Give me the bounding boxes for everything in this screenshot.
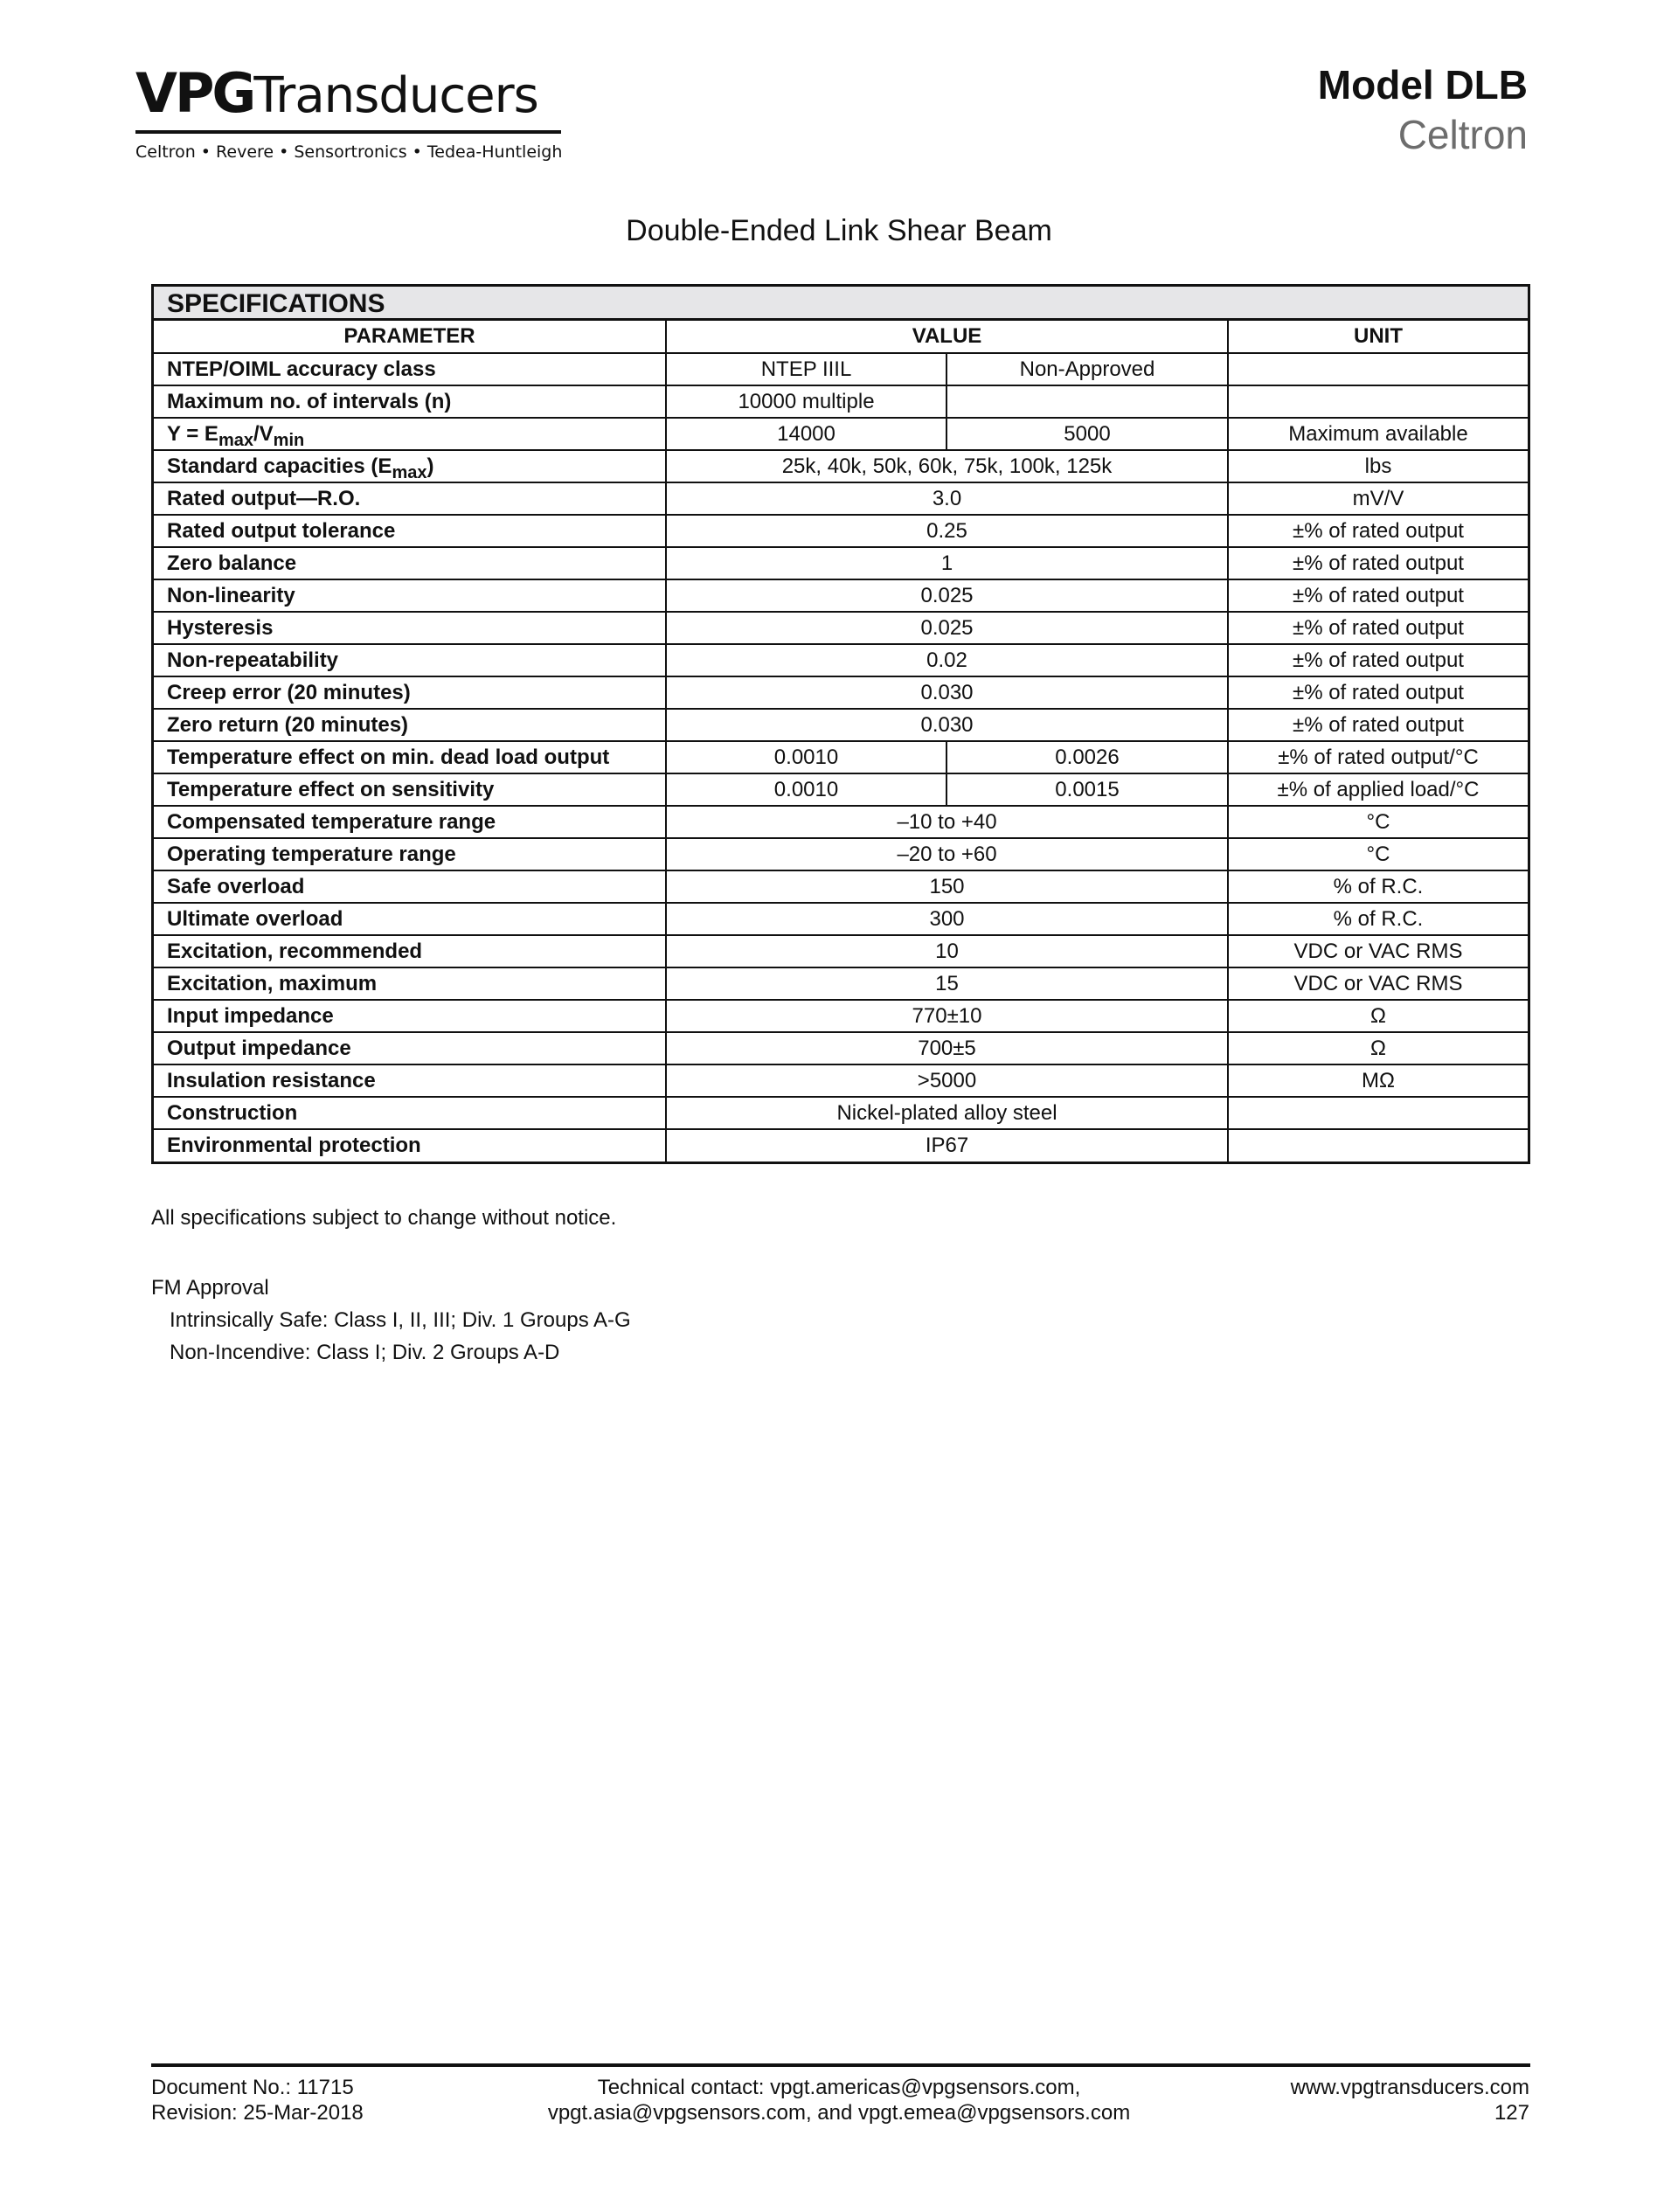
logo-divider [135,130,561,134]
spec-unit: VDC or VAC RMS [1228,935,1528,967]
spec-unit: ±% of rated output [1228,676,1528,709]
logo-transducers: Transducers [253,67,538,124]
spec-unit: ±% of rated output/°C [1228,741,1528,773]
spec-row [154,1097,1528,1129]
spec-unit: MΩ [1228,1064,1528,1097]
spec-value-ntep: 0.0010 [666,773,946,806]
model-title: Model DLB [1317,62,1528,107]
spec-row [154,967,1528,1000]
spec-row [154,903,1528,935]
spec-row [154,1000,1528,1032]
footer-divider [151,2063,1530,2067]
footer-contact [489,2075,1189,2125]
spec-parameter: Insulation resistance [154,1064,666,1097]
model-block [1318,61,1528,159]
spec-value: –20 to +60 [666,838,1228,870]
spec-value: 150 [666,870,1228,903]
spec-unit: ±% of rated output [1228,547,1528,579]
spec-row [154,644,1528,676]
spec-row [154,709,1528,741]
specifications-heading: SPECIFICATIONS [154,287,1528,321]
spec-unit: Ω [1228,1032,1528,1064]
document-number: Document No.: 11715 [151,2076,354,2099]
spec-row [154,612,1528,644]
spec-unit [1228,1129,1528,1161]
parameter-text: /V [253,421,274,446]
spec-parameter [154,450,666,482]
spec-value: –10 to +40 [666,806,1228,838]
spec-unit: mV/V [1228,482,1528,515]
spec-value: 0.030 [666,676,1228,709]
spec-value: 10 [666,935,1228,967]
spec-row [154,353,1528,385]
logo-vpg: VPG [135,61,254,125]
spec-unit: Ω [1228,1000,1528,1032]
spec-unit: VDC or VAC RMS [1228,967,1528,1000]
spec-unit: °C [1228,806,1528,838]
spec-parameter: Excitation, recommended [154,935,666,967]
parameter-subscript: min [273,430,305,450]
spec-unit: °C [1228,838,1528,870]
spec-unit: ±% of applied load/°C [1228,773,1528,806]
spec-value: 0.025 [666,579,1228,612]
spec-value: 25k, 40k, 50k, 60k, 75k, 100k, 125k [666,450,1228,482]
parameter-subscript: max [392,462,427,482]
footer-document-info [151,2075,364,2125]
spec-parameter: Input impedance [154,1000,666,1032]
spec-value-non-approved: 5000 [946,418,1228,450]
spec-parameter: Output impedance [154,1032,666,1064]
spec-row [154,547,1528,579]
spec-row [154,806,1528,838]
column-header-unit: UNIT [1228,321,1528,353]
spec-value: 300 [666,903,1228,935]
column-header-row [154,321,1528,353]
spec-value-ntep: NTEP IIIL [666,353,946,385]
column-header-value: VALUE [666,321,1228,353]
spec-value: 15 [666,967,1228,1000]
spec-row [154,741,1528,773]
parameter-text: ) [426,454,434,478]
disclaimer-note: All specifications subject to change without notice. [151,1206,617,1230]
spec-parameter: Rated output—R.O. [154,482,666,515]
vpg-transducers-logo [135,63,564,162]
spec-parameter: Safe overload [154,870,666,903]
fm-approval-line: Intrinsically Safe: Class I, II, III; Div. 1 Groups A-G [170,1308,631,1332]
spec-unit: ±% of rated output [1228,709,1528,741]
spec-parameter: Non-linearity [154,579,666,612]
spec-parameter: Maximum no. of intervals (n) [154,385,666,418]
model-brand: Celtron [1397,112,1528,157]
fm-approval [151,1272,631,1369]
spec-value-non-approved: 0.0015 [946,773,1228,806]
spec-value-ntep: 0.0010 [666,741,946,773]
spec-value: IP67 [666,1129,1228,1161]
revision-date: Revision: 25-Mar-2018 [151,2101,364,2125]
spec-value-ntep: 14000 [666,418,946,450]
spec-parameter: NTEP/OIML accuracy class [154,353,666,385]
spec-unit: ±% of rated output [1228,644,1528,676]
spec-grid [154,321,1528,1161]
spec-value-ntep: 10000 multiple [666,385,946,418]
spec-unit: lbs [1228,450,1528,482]
spec-unit: ±% of rated output [1228,579,1528,612]
spec-value: >5000 [666,1064,1228,1097]
footer-site-info [1291,2075,1529,2125]
spec-parameter: Environmental protection [154,1129,666,1161]
spec-value: Nickel-plated alloy steel [666,1097,1228,1129]
logo-brands: Celtron • Revere • Sensortronics • Tedea-Huntleigh [135,142,563,162]
spec-row [154,773,1528,806]
spec-value-non-approved: Non-Approved [946,353,1228,385]
column-header-parameter: PARAMETER [154,321,666,353]
spec-unit [1228,1097,1528,1129]
spec-unit: % of R.C. [1228,870,1528,903]
fm-approval-line: Non-Incendive: Class I; Div. 2 Groups A-D [170,1341,560,1364]
spec-value: 0.025 [666,612,1228,644]
spec-parameter: Temperature effect on sensitivity [154,773,666,806]
spec-value: 0.02 [666,644,1228,676]
spec-row [154,482,1528,515]
spec-row [154,1129,1528,1161]
spec-row [154,935,1528,967]
contact-line: vpgt.asia@vpgsensors.com, and vpgt.emea@vpgsensors.com [547,2101,1131,2125]
spec-row [154,1032,1528,1064]
spec-value: 0.25 [666,515,1228,547]
spec-parameter: Construction [154,1097,666,1129]
spec-row [154,450,1528,482]
spec-parameter: Hysteresis [154,612,666,644]
spec-value: 0.030 [666,709,1228,741]
document-title: Double-Ended Link Shear Beam [626,214,1052,247]
spec-parameter: Non-repeatability [154,644,666,676]
spec-row [154,385,1528,418]
spec-parameter: Compensated temperature range [154,806,666,838]
specifications-table [151,284,1530,1164]
spec-parameter [154,418,666,450]
spec-row [154,676,1528,709]
spec-value: 1 [666,547,1228,579]
website-link[interactable]: www.vpgtransducers.com [1290,2076,1529,2099]
fm-approval-title: FM Approval [151,1276,269,1300]
spec-parameter: Zero balance [154,547,666,579]
spec-unit: % of R.C. [1228,903,1528,935]
contact-line: Technical contact: vpgt.americas@vpgsensors.com, [597,2076,1081,2099]
spec-row [154,838,1528,870]
page-number: 127 [1494,2101,1529,2125]
spec-value: 770±10 [666,1000,1228,1032]
spec-parameter: Excitation, maximum [154,967,666,1000]
parameter-text: Standard capacities (E [167,454,392,478]
spec-parameter: Temperature effect on min. dead load output [154,741,666,773]
parameter-subscript: max [218,430,253,450]
spec-unit: ±% of rated output [1228,515,1528,547]
spec-parameter: Creep error (20 minutes) [154,676,666,709]
spec-parameter: Operating temperature range [154,838,666,870]
spec-row [154,579,1528,612]
spec-value-non-approved: 0.0026 [946,741,1228,773]
spec-value: 700±5 [666,1032,1228,1064]
spec-row [154,515,1528,547]
spec-row [154,1064,1528,1097]
spec-parameter: Zero return (20 minutes) [154,709,666,741]
spec-unit: Maximum available [1228,418,1528,450]
logo-wordmark [135,63,564,127]
spec-value-non-approved [946,385,1228,418]
parameter-text: Y = E [167,421,218,446]
spec-row [154,418,1528,450]
spec-parameter: Rated output tolerance [154,515,666,547]
spec-unit [1228,353,1528,385]
spec-unit [1228,385,1528,418]
spec-parameter: Ultimate overload [154,903,666,935]
spec-value: 3.0 [666,482,1228,515]
spec-unit: ±% of rated output [1228,612,1528,644]
spec-row [154,870,1528,903]
